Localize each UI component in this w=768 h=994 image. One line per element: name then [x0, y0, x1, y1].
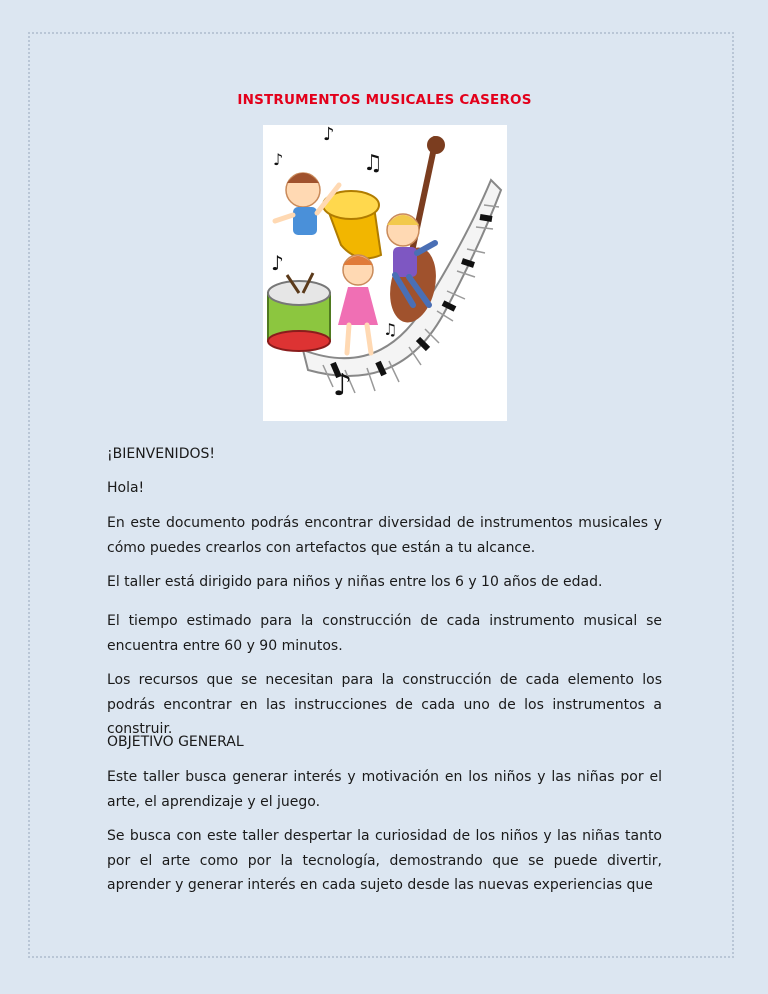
svg-text:♪: ♪ [271, 251, 284, 275]
horn-icon [323, 191, 381, 258]
paragraph-duration: El tiempo estimado para la construcción de cada instrumento musical se encuentra entre 60 y 90 minutos. [107, 613, 662, 654]
objective-heading: OBJETIVO GENERAL [107, 734, 244, 750]
kids-music-illustration [263, 125, 507, 421]
svg-text:♪: ♪ [323, 125, 335, 145]
paragraph-objective-1: Este taller busca generar interés y motivación en los niños y las niñas por el arte, el aprendizaje y el juego. [107, 769, 662, 810]
svg-text:♪: ♪ [273, 150, 284, 169]
svg-text:♫: ♫ [383, 320, 398, 339]
paragraph-resources: Los recursos que se necesitan para la construcción de cada elemento los podrás encontrar en las instrucciones de cada uno de los instrumentos a construir. [107, 672, 662, 737]
paragraph-audience: El taller está dirigido para niños y niñas entre los 6 y 10 años de edad. [107, 574, 603, 590]
greeting: Hola! [107, 480, 145, 496]
illustration-graphic [263, 125, 507, 421]
child-middle-icon [338, 255, 378, 353]
drum-icon [268, 273, 330, 351]
paragraph-objective-2: Se busca con este taller despertar la curiosidad de los niños y las niñas tanto por el arte como por la tecnología, demostrando que se puede divertir, aprender y generar interés en cada sujeto desde las nuevas experiencias que [107, 828, 662, 893]
welcome-heading: ¡BIENVENIDOS! [107, 446, 215, 462]
svg-text:♪: ♪ [333, 368, 353, 403]
svg-text:♫: ♫ [363, 151, 383, 176]
paragraph-intro: En este documento podrás encontrar diversidad de instrumentos musicales y cómo puedes crearlos con artefactos que están a tu alcance. [107, 515, 662, 556]
document-title: INSTRUMENTOS MUSICALES CASEROS [237, 92, 532, 108]
